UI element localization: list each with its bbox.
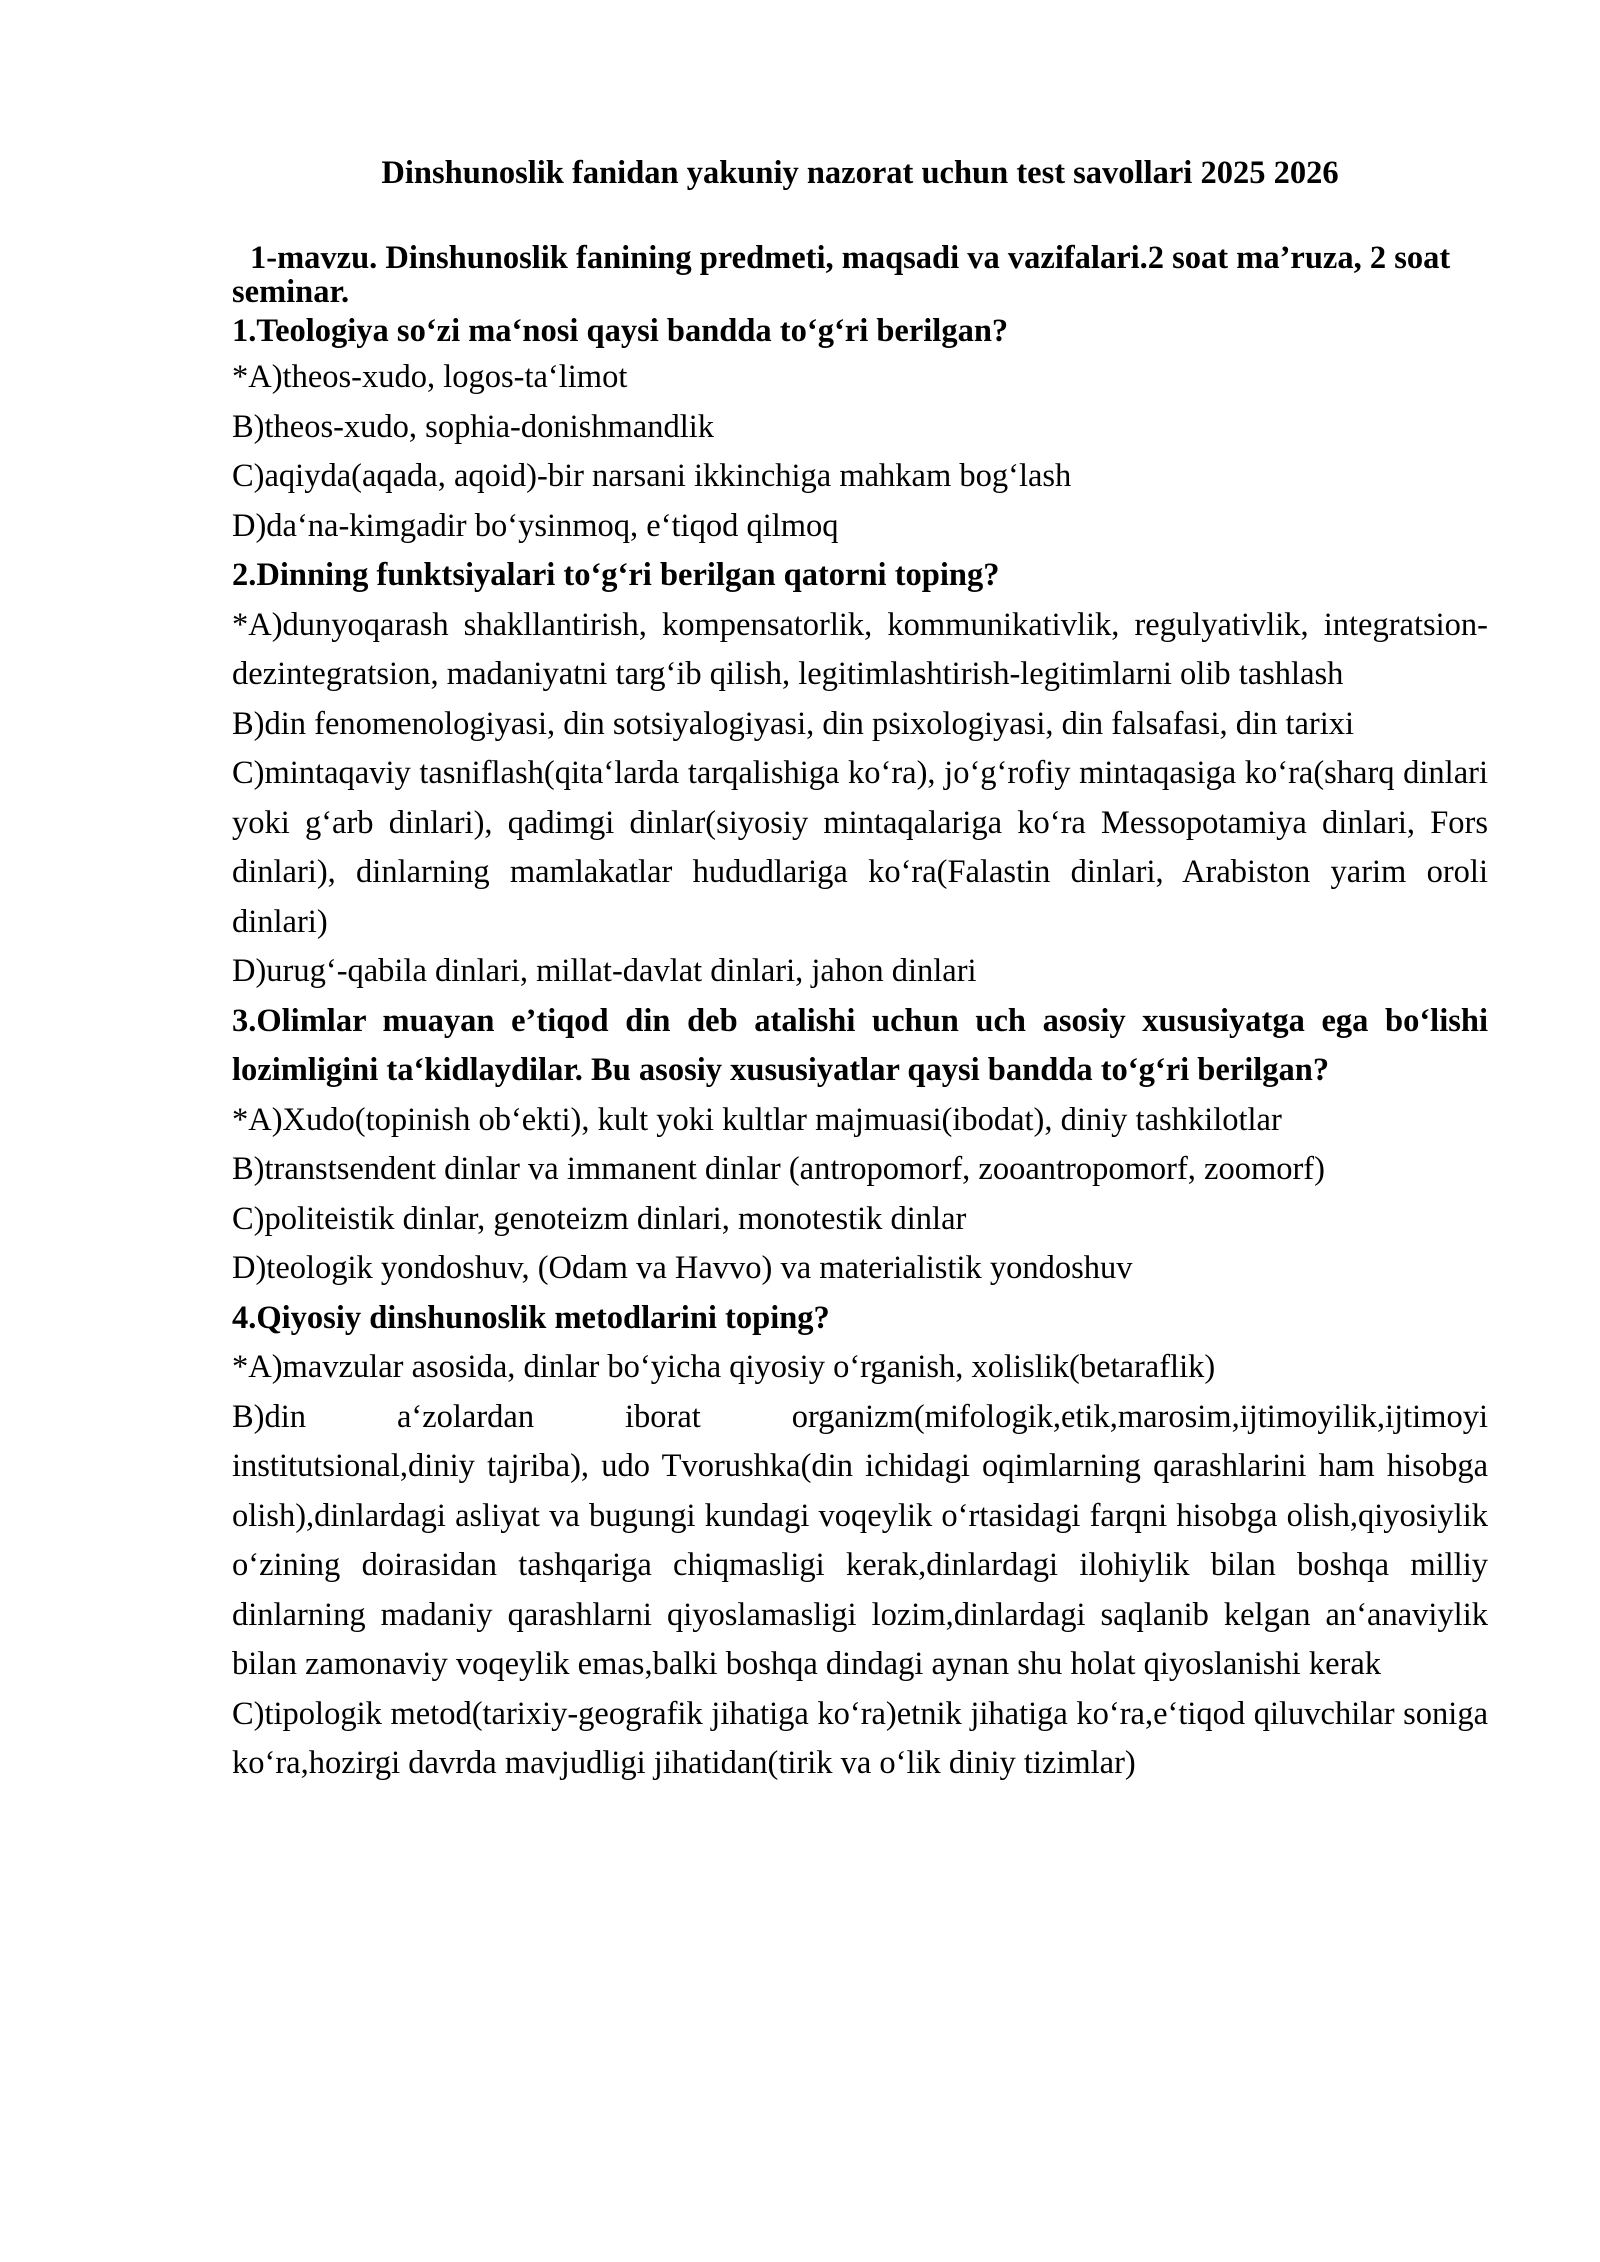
answer-option: B)theos-xudo, sophia-donishmandlik (232, 408, 715, 445)
answer-option: *A)Xudo(topinish ob‘ekti), kult yoki kultlar majmuasi(ibodat), diniy tashkilotlar (232, 1101, 1282, 1138)
answer-option: B)din fenomenologiyasi, din sotsiyalogiyasi, din psixologiyasi, din falsafasi, din tarixi (232, 705, 1355, 742)
question-text: 3.Olimlar muayan e’tiqod din deb atalishi uchun uch asosiy xususiyatga ega bo‘lishi lozimligini ta‘kidlaydilar. Bu asosiy xususiyatlar qaysi bandda to‘g‘ri berilgan? (232, 1002, 1488, 1088)
answer-option: *A)dunyoqarash shakllantirish, kompensatorlik, kommunikativlik, regulyativlik, integratsion-dezintegratsion, madaniyatni targ‘ib qilish, legitimlashtirish-legitimlarni olib tashlash (232, 606, 1488, 692)
question-4 (232, 1294, 1488, 1789)
answer-option: B)din a‘zolardan iborat organizm(mifologik,etik,marosim,ijtimoyilik,ijtimoyi institutsional,diniy tajriba), udo Tvorushka(din ichidagi oqimlarning qarashlarini ham hisobga olish),dinlardagi asliyat va bugungi kundagi voqeylik o‘rtasidagi farqni hisobga olish,qiyosiylik o‘zining doirasidan tashqariga chiqmasligi kerak,dinlardagi ilohiylik bilan boshqa milliy dinlarning madaniy qarashlarni qiyoslamasligi lozim,dinlardagi saqlanib kelgan an‘anaviylik bilan zamonaviy voqeylik emas,balki boshqa dindagi aynan shu holat qiyoslanishi kerak (232, 1398, 1488, 1682)
answer-option: C)mintaqaviy tasniflash(qita‘larda tarqalishiga ko‘ra), jo‘g‘rofiy mintaqasiga ko‘ra(sharq dinlari yoki g‘arb dinlari), qadimgi dinlar(siyosiy mintaqalariga ko‘ra Messopotamiya dinlari, Fors dinlari), dinlarning mamlakatlar hududlariga ko‘ra(Falastin dinlari, Arabiston yarim oroli dinlari) (232, 755, 1488, 940)
answer-option: D)da‘na-kimgadir bo‘ysinmoq, e‘tiqod qilmoq (232, 507, 839, 544)
answer-option: C)aqiyda(aqada, aqoid)-bir narsani ikkinchiga mahkam bog‘lash (232, 458, 1072, 494)
question-text: 2.Dinning funktsiyalari to‘g‘ri berilgan qatorni toping? (232, 557, 1000, 593)
question-text: 1.Teologiya so‘zi ma‘nosi qaysi bandda to‘g‘ri berilgan? (232, 313, 1009, 349)
document-title: Dinshunoslik fanidan yakuniy nazorat uchun test savollari 2025 2026 (381, 155, 1339, 191)
answer-option: D)teologik yondoshuv, (Odam va Havvo) va materialistik yondoshuv (232, 1250, 1133, 1286)
answer-option: *A)mavzular asosida, dinlar bo‘yicha qiyosiy o‘rganish, xolislik(betaraflik) (232, 1349, 1216, 1385)
question-1 (232, 309, 1488, 551)
answer-option: *A)theos-xudo, logos-ta‘limot (232, 359, 628, 395)
answer-option: D)urug‘-qabila dinlari, millat-davlat dinlari, jahon dinlari (232, 953, 977, 989)
question-3 (232, 997, 1488, 1294)
answer-option: C)politeistik dinlar, genoteizm dinlari, monotestik dinlar (232, 1200, 967, 1237)
answer-option: B)transtsendent dinlar va immanent dinlar (antropomorf, zooantropomorf, zoomorf) (232, 1151, 1325, 1187)
question-2 (232, 551, 1488, 997)
topic-heading: 1-mavzu. Dinshunoslik fanining predmeti, maqsadi va vazifalari.2 soat ma’ruza, 2 soat seminar. (232, 240, 1451, 310)
question-text: 4.Qiyosiy dinshunoslik metodlarini toping? (232, 1299, 830, 1336)
answer-option: C)tipologik metod(tarixiy-geografik jihatiga ko‘ra)etnik jihatiga ko‘ra,e‘tiqod qiluvchilar soniga ko‘ra,hozirgi davrda mavjudligi jihatidan(tirik va o‘lik diniy tizimlar) (232, 1695, 1488, 1781)
document-page (232, 148, 1488, 1789)
